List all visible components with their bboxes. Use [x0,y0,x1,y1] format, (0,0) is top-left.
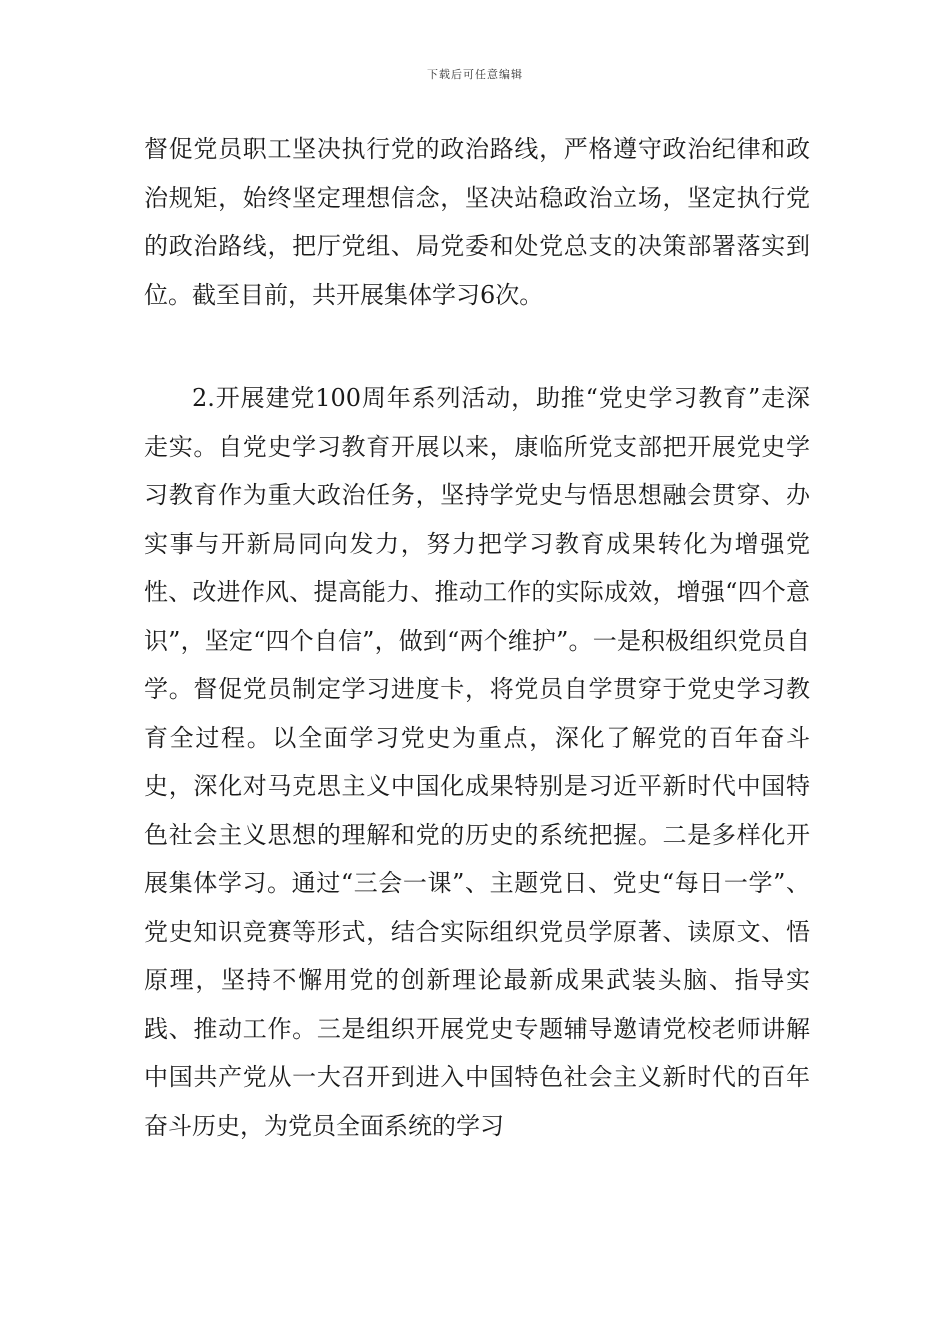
page-header-note: 下载后可任意编辑 [427,68,523,81]
body-paragraph-1: 督促党员职工坚决执行党的政治路线，严格遵守政治纪律和政治规矩，始终坚定理想信念，坚决站稳政治立场，坚定执行党的政治路线，把厅党组、局党委和处党总支的决策部署落实到位。截至目前，共开展集体学习6次。 [144,135,810,309]
body-paragraph-2: 2.开展建党100周年系列活动，助推“党史学习教育”走深走实。自党史学习教育开展以来，康临所党支部把开展党史学习教育作为重大政治任务，坚持学党史与悟思想融会贯穿、办实事与开新局同向发力，努力把学习教育成果转化为增强党性、改进作风、提高能力、推动工作的实际成效，增强“四个意识”，坚定“四个自信”，做到“两个维护”。一是积极组织党员自学。督促党员制定学习进度卡，将党员自学贯穿于党史学习教育全过程。以全面学习党史为重点，深化了解党的百年奋斗史，深化对马克思主义中国化成果特别是习近平新时代中国特色社会主义思想的理解和党的历史的系统把握。二是多样化开展集体学习。通过“三会一课”、主题党日、党史“每日一学”、党史知识竞赛等形式，结合实际组织党员学原著、读原文、悟原理，坚持不懈用党的创新理论最新成果武装头脑、指导实践、推动工作。三是组织开展党史专题辅导邀请党校老师讲解中国共产党从一大召开到进入中国特色社会主义新时代的百年奋斗历史，为党员全面系统的学习 [144,384,810,1140]
